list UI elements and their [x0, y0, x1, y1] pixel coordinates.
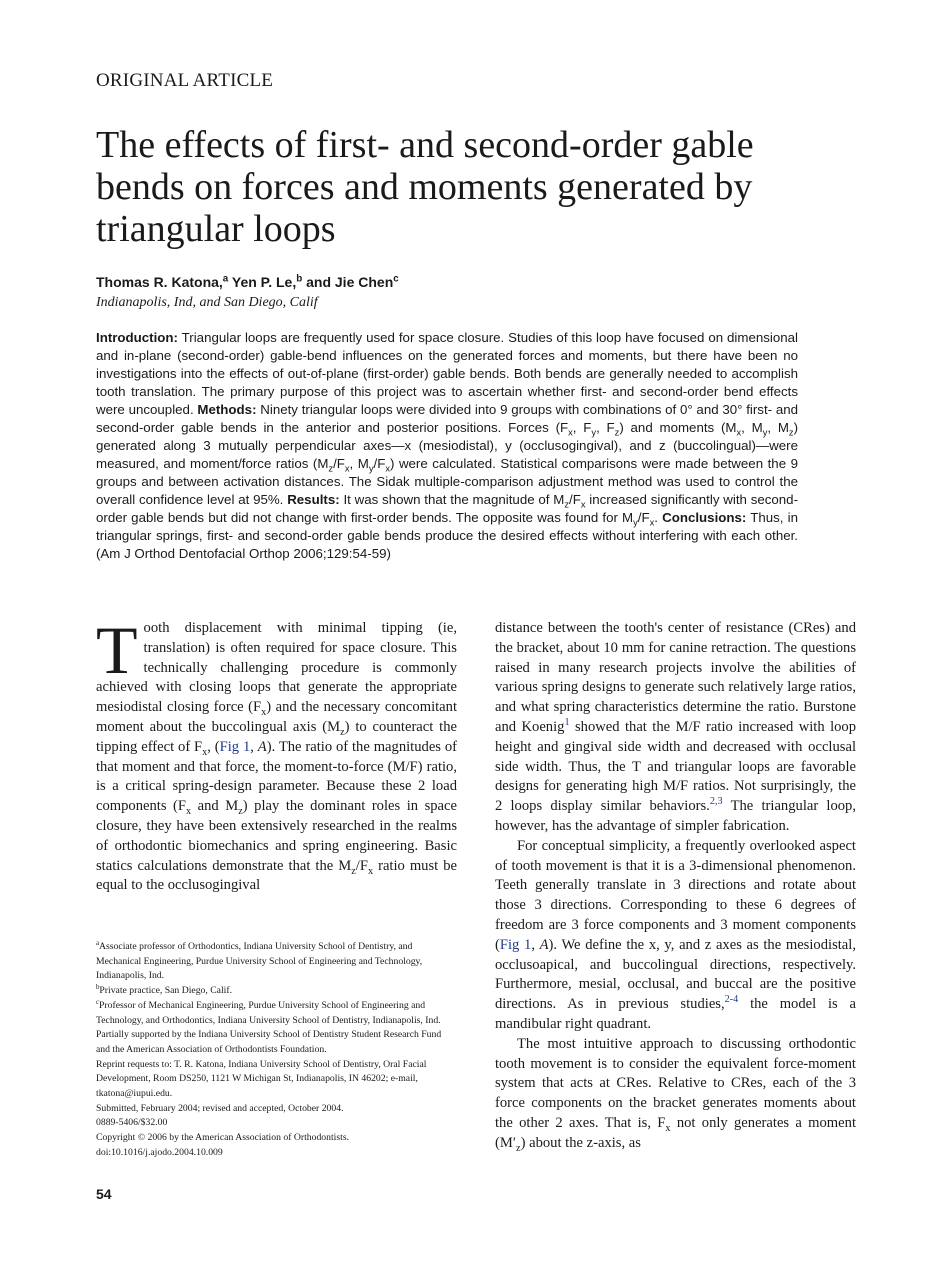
page-number: 54 [96, 1186, 112, 1202]
footnote: Partially supported by the Indiana University School of Dentistry Student Research Fund and the American Association of Orthodontists Foundation. [96, 1029, 442, 1055]
footnote: doi:10.1016/j.ajodo.2004.10.009 [96, 1146, 223, 1158]
abstract-intro-label: Introduction: [96, 330, 178, 345]
footnote: 0889-5406/$32.00 [96, 1117, 168, 1129]
author-affiliation-mark: a [222, 273, 229, 285]
author-affiliation-mark: b [296, 273, 303, 285]
abstract-methods-text: Ninety triangular loops were divided into 9 groups with combinations of 0° and 30° first- and second-order gable bends in the anterior and posterior positions. Forces (F [96, 402, 799, 435]
abstract: Introduction: Triangular loops are frequently used for space closure. Studies of this loop have focused on dimensional and in-plane (second-order) gable-bend influences on the generated forces and moments, but there have been no investigations into the effects of out-of-plane (first-order) gable bends. Both bends are generally needed to accomplish tooth translation. The primary purpose of this project was to ascertain whether first- and second-order bend effects were uncoupled. Methods: Ninety triangular loops were divided into 9 groups with combinations of 0° and 30° first- and second-order gable bends in the anterior and posterior positions. Forces ($F_x$, $F_y$, $F_z$) and moments ($M_x$, $M_y$, $M_z$) generated along 3 mutually perpendicular axes—x (mesiodistal), y (occlusogingival), and z (buccolingual)—were measured, and moment/force ratios ($M_z/F_x$, $M_y/F_x$) were calculated. Statistical comparisons were made between the 9 groups and between activation distances. The Sidak multiple-comparison adjustment method was used to control the overall confidence level at 95%. Results: It was shown that the magnitude of $M_z/F_x$ increased significantly with second-order gable bends but did not change with first-order bends. The opposite was found for $M_y/F_x$. Conclusions: Thus, in triangular springs, first- and second-order gable bends produce the desired effects without interfering with each other. (Am J Orthod Dentofacial Orthop 2006;129:54-59) [96, 330, 799, 561]
abstract-methods-text: were calculated. Statistical comparisons were made between the 9 groups and between activation distances. The Sidak multiple-comparison adjustment method was used to control the overall confidence level at 95%. [96, 456, 799, 507]
abstract-results-text: increased significantly with second-order gable bends but did not change with first-order bends. The opposite was found for M [96, 492, 798, 525]
figure-link[interactable]: Fig 1 [499, 936, 532, 953]
footnotes [96, 940, 457, 1161]
author-list [96, 274, 399, 290]
footnote: Reprint requests to: T. R. Katona, Indiana University School of Dentistry, Oral Facial Development, Room DS250, 1121 W Michigan St, Indianapolis, IN 46202; e-mail, tkatona@iupui.edu. [96, 1058, 427, 1100]
footnote: $^a$Associate professor of Orthodontics, Indiana University School of Dentistry, and Mechanical Engineering, Purdue University School of Engineering and Technology, Indianapolis, Ind. [96, 939, 423, 982]
footnote: Submitted, February 2004; revised and accepted, October 2004. [96, 1102, 344, 1114]
body-column-left [96, 612, 458, 896]
reference-link[interactable]: 1 [564, 717, 570, 729]
abstract-results-text: It was shown that the magnitude of M [343, 492, 565, 507]
author-affiliation-mark: c [393, 273, 399, 285]
abstract-conclusions-label: Conclusions: [662, 510, 747, 525]
footnote: $^c$Professor of Mechanical Engineering, Purdue University School of Engineering and Technology, and Orthodontics, Indiana University School of Dentistry, Indianapolis, Ind. [96, 998, 441, 1026]
article-title: The effects of first- and second-order gable bends on forces and moments generated by triangular loops [96, 124, 754, 250]
footnote: Copyright © 2006 by the American Association of Orthodontists. [96, 1132, 350, 1144]
footnote: $^b$Private practice, San Diego, Calif. [96, 983, 233, 997]
reference-link[interactable]: 2,3 [709, 796, 723, 808]
abstract-conclusions-text: Thus, in triangular springs, first- and second-order gable bends produce the desired effects without interfering with each other. (Am J Orthod Dentofacial Orthop 2006;129:54-59) [96, 510, 798, 561]
body-column-right [495, 619, 856, 1154]
abstract-intro-text: Triangular loops are frequently used for space closure. Studies of this loop have focused on dimensional and in-plane (second-order) gable-bend influences on the generated forces and moments, but there have been no investigations into the effects of out-of-plane (first-order) gable bends. Both bends are generally needed to accomplish tooth translation. The primary purpose of this project was to ascertain whether first- and second-order bend effects were uncoupled. [96, 330, 798, 417]
body-paragraph: distance between the tooth's center of resistance (CRes) and the bracket, about 10 mm for canine retraction. The questions raised in many research projects involve the abilities of various spring designs to generate such relatively large ratios, and what spring characteristics determine the ratio. Burstone and Koenig$^1$ showed that the M/F ratio increased with loop height and gingival side width and decreased with occlusal side width. Thus, the T and triangular loops are favorable designs for generating high M/F ratios. Not surprisingly, the 2 loops display similar behaviors.$^{2,3}$ The triangular loop, however, has the advantage of simpler fabrication. [495, 620, 857, 834]
reference-link[interactable]: 2-4 [724, 994, 739, 1006]
body-paragraph: The most intuitive approach to discussing orthodontic tooth movement is to consider the equivalent force-moment system that acts at CRes. Relative to CRes, each of the 3 force components on the bracket generates moments about the other 2 axes. That is, $F_x$ not only generates a moment $(M'_z)$ about the z-axis, as [495, 1035, 856, 1154]
author-affiliation: Indianapolis, Ind, and San Diego, Calif [96, 295, 318, 310]
body-paragraph: For conceptual simplicity, a frequently overlooked aspect of tooth movement is that it is a 3-dimensional phenomenon. Teeth generally translate in 3 directions and rotate about those 3 directions. Corresponding to these 6 degrees of freedom are 3 force components and 3 moment components (Fig 1, A). We define the x, y, and z axes as the mesiodistal, occlusoapical, and buccolingual directions, respectively. Furthermore, mesial, occlusal, and buccal are the positive directions. As in previous studies,$^{2-4}$ the model is a mandibular right quadrant. [495, 837, 856, 1032]
abstract-methods-text: generated along 3 mutually perpendicular axes—x (mesiodistal), y (occlusogingival), and z (buccolingual)—were measured, and moment/force ratios (M [96, 438, 798, 471]
drop-cap: T [96, 612, 138, 688]
author-name: Thomas R. Katona, [96, 274, 223, 290]
abstract-results-label: Results: [287, 492, 340, 507]
body-paragraph: Tooth displacement with minimal tipping (ie, translation) is often required for space closure. This technically challenging procedure is commonly achieved with closing loops that generate the appropriate mesiodistal closing force $(F_x)$ and the necessary concomitant moment about the buccolingual axis $(M_z)$ to counteract the tipping effect of $F_x$, (Fig 1, A). The ratio of the magnitudes of that moment and that force, the moment-to-force (M/F) ratio, is a critical spring-design parameter. Because these 2 load components ($F_x$ and $M_z$) play the dominant roles in space closure, they have been extensively researched in the realms of orthodontic biomechanics and spring engineering. Basic statics calculations demonstrate that the $M_z/F_x$ ratio must be equal to the occlusogingival [96, 612, 458, 894]
author-name: and Jie Chen [306, 274, 394, 290]
author-name: Yen P. Le, [231, 274, 297, 290]
figure-link[interactable]: Fig 1 [219, 738, 251, 755]
section-label: ORIGINAL ARTICLE [96, 70, 274, 91]
abstract-methods-label: Methods: [197, 402, 257, 417]
